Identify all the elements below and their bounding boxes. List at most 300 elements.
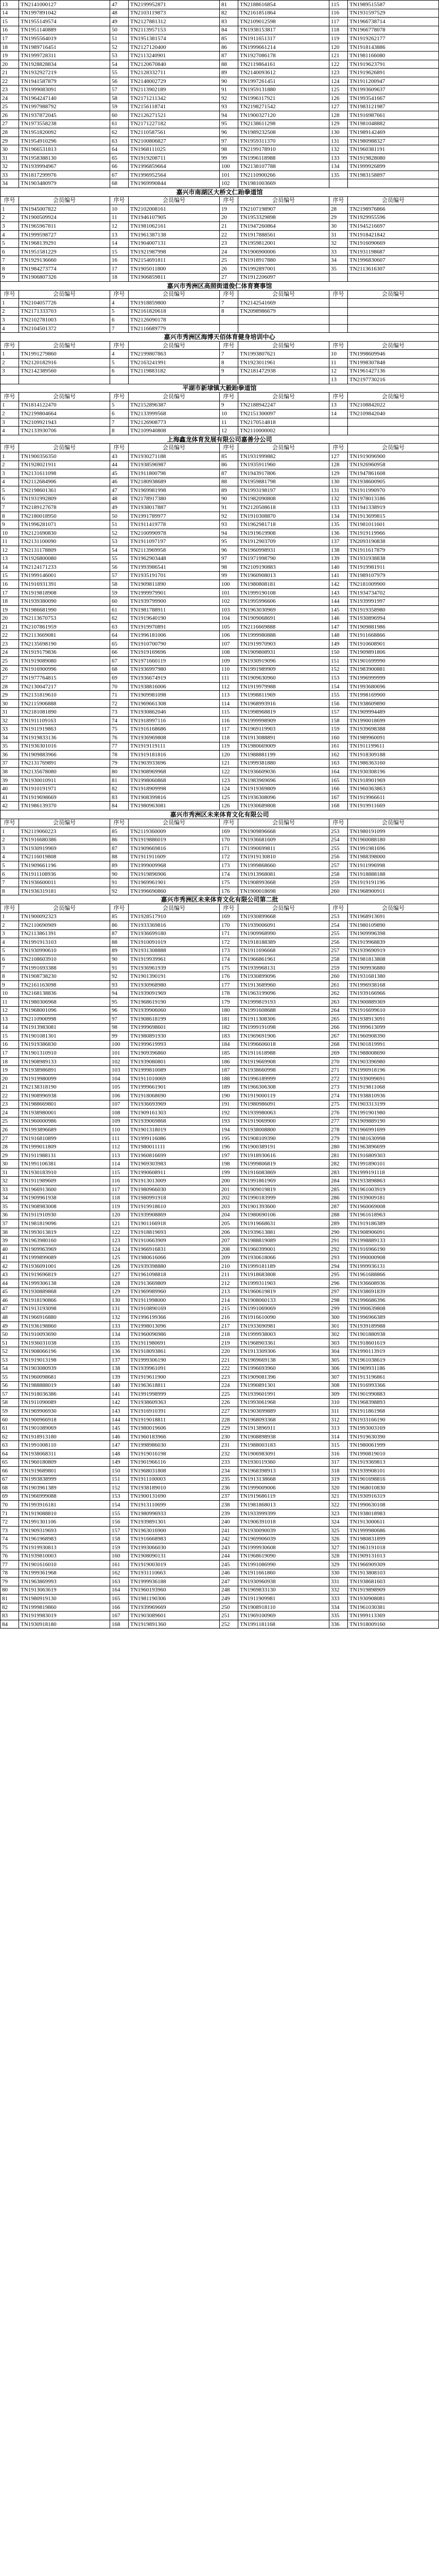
serial-number-cell: 297 <box>329 1287 348 1296</box>
serial-number-cell: 112 <box>220 682 238 691</box>
serial-number-cell: 132 <box>110 1313 129 1322</box>
serial-number-cell: 135 <box>329 520 348 529</box>
member-code-cell: TN1988008690 <box>348 1049 439 1058</box>
serial-number-cell: 7 <box>110 418 129 427</box>
serial-number-cell: 160 <box>110 1552 129 1561</box>
member-code-cell: TN1930919969 <box>19 844 110 853</box>
serial-number-cell: 172 <box>220 938 238 947</box>
member-code-cell: TN1931597529 <box>348 9 439 18</box>
serial-number-cell: 231 <box>220 1441 238 1450</box>
member-code-cell: TN2161820618 <box>129 307 220 316</box>
serial-number-cell: 121 <box>110 1219 129 1228</box>
serial-number-cell: 243 <box>220 1543 238 1552</box>
serial-number-cell: 1 <box>1 205 19 214</box>
serial-number-cell: 229 <box>220 1424 238 1433</box>
member-code-cell: TN1938691839 <box>348 1287 439 1296</box>
member-code-cell: TN1936608936 <box>348 1279 439 1288</box>
member-code-cell: TN1908060133 <box>238 1296 329 1305</box>
member-code-cell: TN1938986891 <box>19 1066 110 1075</box>
member-code-cell: TN1918917880 <box>238 256 329 265</box>
member-code-cell: TN1991998999 <box>129 1390 220 1399</box>
member-code-cell: TN1936693969 <box>129 1100 220 1109</box>
member-code-cell: TN1960088180 <box>348 836 439 844</box>
serial-number-cell: 155 <box>329 691 348 700</box>
serial-number-cell: 288 <box>329 1211 348 1219</box>
serial-number-cell: 52 <box>110 529 129 537</box>
serial-number-cell: 23 <box>1 1100 19 1109</box>
member-code-cell: TN1963869993 <box>19 1578 110 1586</box>
serial-number-cell: 168 <box>110 1620 129 1629</box>
serial-number-cell: 86 <box>110 836 129 844</box>
serial-number-cell: 125 <box>110 1253 129 1262</box>
member-code-cell: TN1903933696 <box>129 759 220 768</box>
serial-number-cell: 46 <box>1 1296 19 1305</box>
serial-number-cell: 145 <box>110 1424 129 1433</box>
member-code-cell: TN1919096900 <box>348 452 439 461</box>
serial-number-cell: 125 <box>220 793 238 802</box>
table-row <box>1 1236 439 1245</box>
member-code-cell: TN2138318190 <box>19 1083 110 1092</box>
member-code-cell: TN1913669809 <box>129 1279 220 1288</box>
table-row <box>1 69 439 77</box>
serial-number-cell: 42 <box>1 1262 19 1270</box>
member-code-header: 会员编号 <box>238 341 329 350</box>
member-code-cell: TN1968031808 <box>129 1467 220 1476</box>
member-code-cell: TN1918036386 <box>19 1390 110 1399</box>
member-code-cell: TN1995564019 <box>19 35 110 43</box>
member-code-cell: TN1990891301 <box>238 1381 329 1390</box>
member-code-cell: TN1909630960 <box>238 674 329 683</box>
member-code-cell: TN2131178809 <box>19 546 110 555</box>
serial-number-cell: 86 <box>220 461 238 469</box>
serial-number-cell: 90 <box>220 495 238 503</box>
member-code-cell: TN1933898863 <box>348 1177 439 1185</box>
serial-number-cell: 32 <box>329 239 348 248</box>
member-code-cell: TN2127881312 <box>129 18 220 26</box>
table-row <box>1 1432 439 1441</box>
member-code-cell: TN2152896387 <box>129 401 220 410</box>
member-code-cell: TN2126090178 <box>129 316 220 325</box>
member-code-cell: TN2161851864 <box>238 9 329 18</box>
member-code-cell: TN1996859664 <box>129 162 220 171</box>
table-row <box>1 1083 439 1092</box>
member-code-cell: TN1999938003 <box>238 1330 329 1339</box>
serial-number-cell: 25 <box>1 1117 19 1126</box>
serial-number-cell: 107 <box>110 1100 129 1109</box>
serial-number-cell: 209 <box>220 1253 238 1262</box>
member-code-cell: TN1928828834 <box>19 60 110 69</box>
member-code-cell <box>348 299 439 308</box>
serial-number-cell: 65 <box>110 154 129 162</box>
member-code-cell: TN1901390191 <box>129 972 220 981</box>
member-code-cell: TN1939080801 <box>129 1057 220 1066</box>
table-row <box>1 1492 439 1501</box>
member-code-cell: TN1930990610 <box>19 946 110 955</box>
serial-number-cell: 5 <box>1 946 19 955</box>
serial-number-cell: 20 <box>220 213 238 222</box>
member-code-cell: TN1911419778 <box>129 520 220 529</box>
table-row <box>1 247 439 256</box>
serial-number-cell: 17 <box>110 264 129 273</box>
serial-number-cell: 98 <box>220 145 238 154</box>
member-code-cell: TN1999613099 <box>348 1023 439 1032</box>
member-code-cell: TN1969669138 <box>238 1355 329 1364</box>
serial-number-cell: 137 <box>110 1355 129 1364</box>
member-code-header: 会员编号 <box>129 904 220 912</box>
table-row <box>1 418 439 427</box>
member-code-cell: TN1938609363 <box>129 1398 220 1407</box>
serial-number-cell: 101 <box>220 588 238 597</box>
member-code-cell: TN1919369813 <box>348 1458 439 1467</box>
table-row <box>1 827 439 836</box>
serial-number-cell: 40 <box>1 785 19 793</box>
serial-number-cell: 125 <box>329 86 348 94</box>
member-code-cell: TN1998307848 <box>348 358 439 367</box>
serial-number-cell: 330 <box>329 1569 348 1578</box>
serial-number-cell: 271 <box>329 1066 348 1075</box>
serial-number-cell: 335 <box>329 1612 348 1620</box>
member-code-cell: TN1966738714 <box>348 18 439 26</box>
serial-number-cell: 140 <box>329 563 348 572</box>
serial-number-cell: 124 <box>329 77 348 86</box>
member-code-cell: TN2110000002 <box>238 427 329 435</box>
serial-number-cell: 55 <box>110 554 129 563</box>
member-code-cell: TN1989716451 <box>19 43 110 52</box>
serial-number-cell: 120 <box>110 1211 129 1219</box>
member-code-cell: TN1918819693 <box>129 1228 220 1236</box>
member-code-cell: TN2113969958 <box>129 546 220 555</box>
table-row <box>1 1287 439 1296</box>
serial-number-header: 序号 <box>1 290 19 299</box>
member-code-cell: TN1916168686 <box>129 725 220 734</box>
serial-number-cell: 153 <box>329 674 348 683</box>
member-code-cell: TN1951381574 <box>129 35 220 43</box>
serial-number-cell: 65 <box>1 1458 19 1467</box>
serial-number-cell: 202 <box>220 1194 238 1202</box>
member-code-header: 会员编号 <box>19 196 110 205</box>
serial-number-cell: 94 <box>220 111 238 120</box>
serial-number-cell: 182 <box>220 1023 238 1032</box>
serial-number-cell: 184 <box>220 1040 238 1049</box>
serial-number-cell: 164 <box>110 1586 129 1595</box>
member-code-cell: TN1900327120 <box>238 111 329 120</box>
member-code-cell: TN1969119903 <box>238 725 329 734</box>
serial-number-cell: 175 <box>220 878 238 887</box>
member-code-cell: TN1930899096 <box>238 972 329 981</box>
serial-number-cell: 9 <box>220 367 238 376</box>
member-code-cell: TN1960363863 <box>348 785 439 793</box>
member-code-cell: TN1908993668 <box>238 878 329 887</box>
member-code-cell: TN2133999568 <box>129 410 220 418</box>
serial-number-cell: 312 <box>329 1415 348 1424</box>
member-code-cell: TN1919626891 <box>348 69 439 77</box>
serial-number-cell: 192 <box>220 1109 238 1117</box>
serial-number-cell: 63 <box>1 1441 19 1450</box>
member-code-cell: TN1911661860 <box>238 1569 329 1578</box>
member-code-cell: TN1961387138 <box>129 230 220 239</box>
section-title-row <box>1 435 439 444</box>
serial-number-cell: 150 <box>329 648 348 657</box>
serial-number-cell: 93 <box>110 980 129 989</box>
serial-number-cell: 215 <box>220 1304 238 1313</box>
serial-number-header: 序号 <box>220 444 238 452</box>
serial-number-cell: 122 <box>220 768 238 776</box>
serial-number-cell: 301 <box>329 1321 348 1330</box>
member-code-cell: TN1939698388 <box>348 725 439 734</box>
member-code-cell: TN1981813808 <box>348 955 439 964</box>
serial-number-cell: 9 <box>1 520 19 529</box>
serial-number-cell: 27 <box>220 273 238 282</box>
serial-number-cell: 129 <box>110 1287 129 1296</box>
member-code-cell: TN1911618988 <box>238 1049 329 1058</box>
serial-number-cell: 54 <box>1 1364 19 1373</box>
serial-number-cell: 91 <box>110 963 129 972</box>
table-row <box>1 401 439 410</box>
serial-number-cell: 210 <box>220 1262 238 1270</box>
member-code-cell: TN1939810003 <box>19 1552 110 1561</box>
table-row <box>1 26 439 35</box>
member-code-cell: TN1919186389 <box>348 1219 439 1228</box>
member-code-cell: TN1971998790 <box>238 554 329 563</box>
table-row <box>1 239 439 248</box>
member-code-cell: TN1991989909 <box>238 665 329 674</box>
member-code-cell: TN1911988131 <box>19 1151 110 1160</box>
member-code-cell: TN1990608911 <box>129 1168 220 1177</box>
member-code-cell: TN1918683808 <box>238 1270 329 1279</box>
member-code-cell: TN1927086178 <box>238 52 329 60</box>
serial-number-cell: 188 <box>220 1074 238 1083</box>
serial-number-cell: 126 <box>220 802 238 810</box>
member-code-cell: TN1966991699 <box>348 1126 439 1134</box>
member-code-cell: TN1938609890 <box>348 699 439 708</box>
member-code-cell: TN1911097197 <box>129 537 220 546</box>
serial-number-cell: 296 <box>329 1279 348 1288</box>
serial-number-cell: 175 <box>220 963 238 972</box>
serial-number-cell: 149 <box>110 1458 129 1467</box>
serial-number-cell: 309 <box>329 1390 348 1399</box>
serial-number-cell: 256 <box>329 853 348 861</box>
serial-number-cell <box>110 376 129 384</box>
serial-number-cell: 119 <box>220 742 238 751</box>
table-row <box>1 921 439 930</box>
serial-number-cell: 169 <box>220 827 238 836</box>
member-code-cell: TN1991608688 <box>238 1006 329 1015</box>
serial-number-cell: 33 <box>1 1185 19 1194</box>
table-row <box>1 128 439 137</box>
serial-number-cell: 17 <box>1 1049 19 1058</box>
serial-number-cell: 158 <box>110 1535 129 1544</box>
member-code-cell: TN1909963969 <box>19 1245 110 1253</box>
serial-number-cell: 100 <box>220 162 238 171</box>
section-title: 嘉兴市秀洲区未来体育文化有限公司第二批 <box>1 895 439 904</box>
serial-number-cell: 162 <box>110 1569 129 1578</box>
serial-number-cell: 26 <box>1 665 19 674</box>
serial-number-cell: 18 <box>1 1057 19 1066</box>
serial-number-cell: 265 <box>329 1015 348 1024</box>
serial-number-cell: 82 <box>110 785 129 793</box>
serial-number-cell: 280 <box>329 1143 348 1151</box>
member-code-cell: TN2104057726 <box>19 299 110 308</box>
serial-number-cell <box>329 307 348 316</box>
serial-number-cell: 110 <box>110 1126 129 1134</box>
serial-number-cell: 54 <box>110 60 129 69</box>
member-code-cell: TN1919623791 <box>348 60 439 69</box>
serial-number-cell: 88 <box>110 853 129 861</box>
table-row <box>1 1475 439 1484</box>
serial-number-cell: 119 <box>329 35 348 43</box>
serial-number-cell: 59 <box>110 588 129 597</box>
member-code-cell: TN1999011809 <box>19 1143 110 1151</box>
member-code-cell: TN1913110699 <box>129 1501 220 1510</box>
serial-number-cell: 57 <box>1 1390 19 1399</box>
member-code-cell: TN1909319693 <box>19 1526 110 1535</box>
section-title-row <box>1 810 439 819</box>
serial-number-cell: 96 <box>220 546 238 555</box>
serial-number-cell: 69 <box>1 1492 19 1501</box>
member-code-cell: TN1999009006 <box>238 1484 329 1493</box>
serial-number-cell: 67 <box>110 657 129 666</box>
member-code-cell: TN1959881798 <box>238 478 329 486</box>
serial-number-cell: 95 <box>220 537 238 546</box>
serial-number-cell: 20 <box>1 60 19 69</box>
member-code-cell: TN1918888188 <box>348 870 439 878</box>
serial-number-cell: 89 <box>110 861 129 870</box>
serial-number-cell: 10 <box>1 989 19 998</box>
member-code-cell: TN1916680386 <box>19 836 110 844</box>
member-code-cell: TN1911308306 <box>238 1015 329 1024</box>
serial-number-cell: 180 <box>220 1006 238 1015</box>
serial-number-cell: 6 <box>1 955 19 964</box>
serial-number-cell: 28 <box>1 1143 19 1151</box>
serial-number-cell: 83 <box>220 18 238 26</box>
serial-number-cell: 19 <box>1 605 19 614</box>
member-code-cell: TN1930896994 <box>348 614 439 623</box>
serial-number-cell: 2 <box>1 836 19 844</box>
table-row <box>1 605 439 614</box>
serial-number-cell: 134 <box>329 512 348 520</box>
serial-number-cell: 15 <box>1 18 19 26</box>
member-code-cell: TN1919981911 <box>348 563 439 572</box>
section-title-row <box>1 333 439 342</box>
serial-number-cell: 18 <box>110 273 129 282</box>
member-code-cell: TN1936198860 <box>19 1321 110 1330</box>
serial-number-cell: 25 <box>1 103 19 111</box>
member-code-cell: TN1941338919 <box>348 503 439 512</box>
serial-number-cell: 3 <box>1 316 19 325</box>
member-code-cell: TN1969990844 <box>129 179 220 188</box>
serial-number-cell: 273 <box>329 1083 348 1092</box>
member-code-cell: TN1999936188 <box>129 1578 220 1586</box>
member-code-cell: TN1919358980 <box>348 605 439 614</box>
member-code-cell: TN1937872045 <box>19 111 110 120</box>
member-code-cell: TN1919179836 <box>19 648 110 657</box>
member-code-cell: TN1909161303 <box>129 1109 220 1117</box>
member-code-cell: TN2131100090 <box>19 537 110 546</box>
serial-number-cell: 249 <box>220 1595 238 1603</box>
member-code-cell: TN1931999882 <box>238 452 329 461</box>
table-row <box>1 486 439 495</box>
member-code-cell: TN1912206097 <box>238 273 329 282</box>
member-code-header: 会员编号 <box>238 819 329 827</box>
member-code-cell: TN1963980160 <box>19 1236 110 1245</box>
member-code-header: 会员编号 <box>19 341 110 350</box>
member-code-cell: TN1980963081 <box>129 802 220 810</box>
member-code-cell <box>348 179 439 188</box>
member-code-header: 会员编号 <box>348 290 439 299</box>
serial-number-cell: 59 <box>1 1407 19 1416</box>
member-code-cell: TN2128332711 <box>129 69 220 77</box>
serial-number-cell: 12 <box>220 427 238 435</box>
serial-number-cell: 73 <box>110 708 129 717</box>
table-row <box>1 768 439 776</box>
serial-number-cell: 264 <box>329 1006 348 1015</box>
serial-number-cell: 139 <box>110 1373 129 1382</box>
serial-number-cell: 7 <box>110 324 129 333</box>
serial-number-cell: 257 <box>329 946 348 955</box>
member-code-cell: TN1908996938 <box>19 1092 110 1100</box>
serial-number-cell: 71 <box>1 1509 19 1518</box>
table-row <box>1 1321 439 1330</box>
serial-number-cell: 4 <box>1 478 19 486</box>
table-row <box>1 60 439 69</box>
serial-number-cell: 166 <box>329 785 348 793</box>
member-code-cell: TN2199178910 <box>238 145 329 154</box>
member-code-cell: TN1919669908 <box>238 1057 329 1066</box>
member-code-cell: TN1906807326 <box>19 273 110 282</box>
member-code-cell: TN1903089601 <box>129 1612 220 1620</box>
member-code-cell: TN1969906930 <box>19 1407 110 1416</box>
serial-number-cell: 44 <box>110 461 129 469</box>
serial-number-cell: 333 <box>329 1595 348 1603</box>
table-row <box>1 546 439 555</box>
member-code-cell: TN1945216697 <box>348 222 439 231</box>
member-code-cell: TN1993838999 <box>19 1475 110 1484</box>
member-code-cell: TN1939601991 <box>238 1390 329 1399</box>
serial-number-cell: 208 <box>220 1245 238 1253</box>
member-code-cell: TN1930010911 <box>19 776 110 785</box>
member-code-cell: TN1930618066 <box>238 1253 329 1262</box>
serial-number-cell: 176 <box>220 887 238 895</box>
member-code-cell: TN1945007822 <box>19 205 110 214</box>
member-code-cell: TN1930918180 <box>19 1620 110 1629</box>
table-row <box>1 1270 439 1279</box>
serial-number-cell <box>329 427 348 435</box>
member-code-cell: TN1919088810 <box>19 1509 110 1518</box>
member-code-cell: TN1919640190 <box>129 614 220 623</box>
serial-number-cell: 118 <box>329 26 348 35</box>
serial-number-cell: 100 <box>110 1040 129 1049</box>
member-code-cell: TN2181009900 <box>348 580 439 589</box>
serial-number-cell: 147 <box>329 622 348 631</box>
serial-number-cell: 26 <box>220 264 238 273</box>
serial-number-cell: 11 <box>1 537 19 546</box>
section-title: 上海鑫龙体育发展有限公司嘉善分公司 <box>1 435 439 444</box>
serial-number-cell: 120 <box>329 43 348 52</box>
serial-number-cell: 114 <box>220 699 238 708</box>
table-row <box>1 1304 439 1313</box>
member-code-cell: TN1966916880 <box>19 1313 110 1322</box>
member-code-cell: TN1960816699 <box>129 1151 220 1160</box>
member-code-cell: TN1960098681 <box>19 1373 110 1382</box>
serial-number-cell: 258 <box>329 955 348 964</box>
member-code-cell: TN2140093612 <box>238 69 329 77</box>
member-code-cell: TN1969981998 <box>129 486 220 495</box>
serial-number-cell: 1 <box>1 350 19 359</box>
table-row <box>1 213 439 222</box>
serial-number-cell: 227 <box>220 1407 238 1416</box>
member-code-cell: TN1909396860 <box>129 1049 220 1058</box>
member-code-cell: TN2120670840 <box>129 60 220 69</box>
